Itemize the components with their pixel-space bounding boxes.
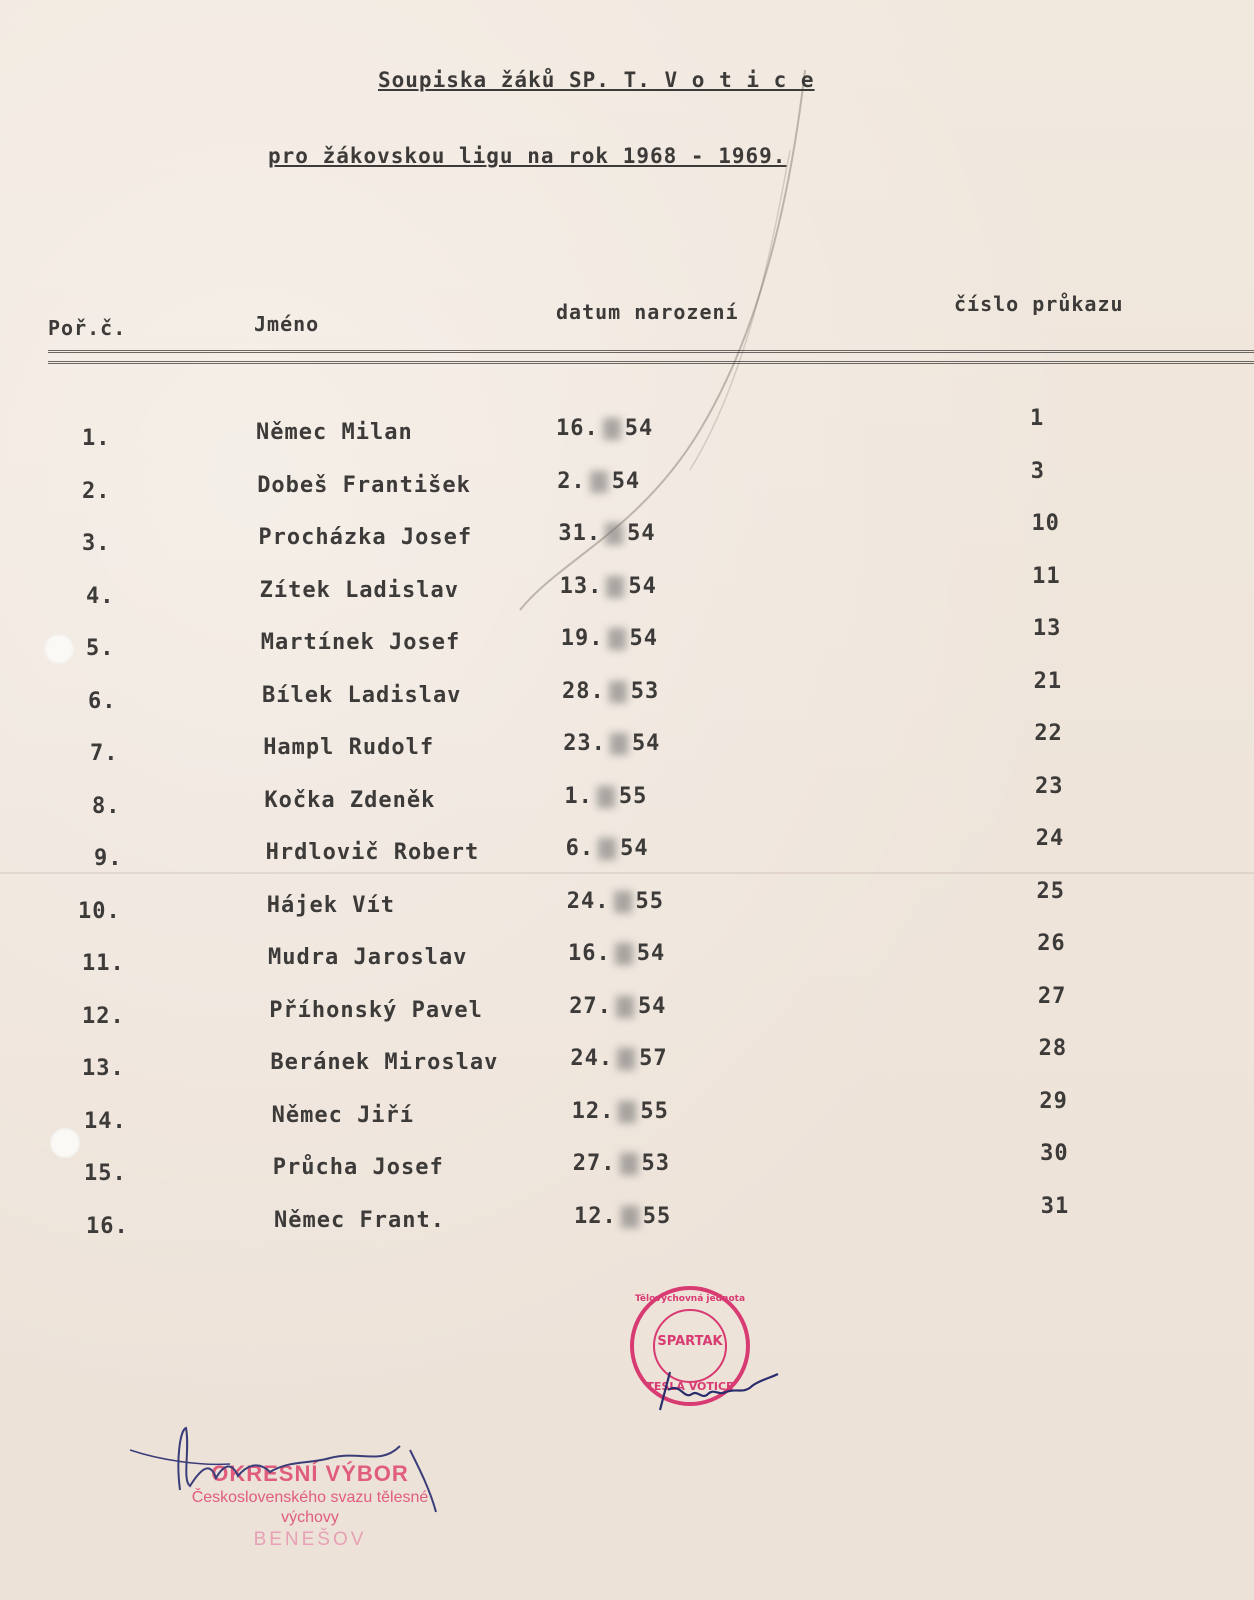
birth-day: 2. xyxy=(557,469,586,494)
redacted-month xyxy=(597,786,615,808)
row-name: Hrdlovič Robert xyxy=(265,840,480,865)
row-birth-date xyxy=(570,1046,667,1071)
row-card-number: 3 xyxy=(1030,459,1045,484)
birth-year: 55 xyxy=(640,1099,669,1124)
row-card-number: 30 xyxy=(1040,1141,1069,1166)
row-birth-date xyxy=(560,574,657,599)
birth-year: 55 xyxy=(635,889,665,914)
row-card-number: 23 xyxy=(1035,774,1064,799)
row-card-number: 22 xyxy=(1034,721,1063,746)
row-birth-date xyxy=(574,1204,671,1229)
document-subtitle: pro žákovskou ligu na rok 1968 - 1969. xyxy=(268,144,787,168)
birth-year: 55 xyxy=(642,1204,672,1229)
redacted-month xyxy=(617,1048,635,1070)
row-birth-date xyxy=(568,941,665,966)
district-stamp-line4: BENEŠOV xyxy=(253,1528,367,1550)
row-card-number: 13 xyxy=(1032,616,1062,641)
row-name: Příhonský Pavel xyxy=(269,998,483,1023)
row-number: 2. xyxy=(82,479,111,504)
birth-day: 1. xyxy=(564,784,593,809)
row-birth-date xyxy=(557,469,640,494)
birth-day: 16. xyxy=(556,416,599,441)
row-birth-date xyxy=(567,889,664,914)
birth-day: 13. xyxy=(559,574,603,599)
row-birth-date xyxy=(556,416,653,441)
row-number: 1. xyxy=(82,426,111,451)
club-stamp-bottom: TESLA VOTICE xyxy=(646,1380,734,1393)
row-name: Mudra Jaroslav xyxy=(268,945,468,970)
row-birth-date xyxy=(563,731,660,756)
row-number: 5. xyxy=(86,636,115,661)
birth-day: 27. xyxy=(569,994,612,1019)
birth-year: 54 xyxy=(627,521,656,546)
birth-day: 31. xyxy=(558,521,602,546)
birth-year: 54 xyxy=(636,941,666,966)
birth-day: 24. xyxy=(570,1046,614,1071)
row-number: 7. xyxy=(90,741,119,766)
birth-day: 16. xyxy=(568,941,611,966)
row-birth-date xyxy=(566,836,649,861)
header-double-rule xyxy=(48,350,1254,364)
birth-year: 54 xyxy=(628,574,657,599)
row-name: Bílek Ladislav xyxy=(262,683,462,708)
row-birth-date xyxy=(569,994,666,1019)
row-number: 10. xyxy=(78,899,121,924)
row-number: 12. xyxy=(82,1004,125,1029)
redacted-month xyxy=(608,628,626,650)
row-card-number: 11 xyxy=(1032,564,1061,589)
birth-day: 28. xyxy=(562,679,605,704)
header-card-number: číslo průkazu xyxy=(954,292,1124,316)
row-birth-date xyxy=(573,1151,670,1176)
district-stamp-line3: výchovy xyxy=(281,1508,339,1526)
row-card-number: 26 xyxy=(1037,931,1066,956)
club-stamp-top: Tělovýchovná jednota xyxy=(634,1294,746,1304)
header-birth-date: datum narození xyxy=(556,300,739,324)
birth-year: 54 xyxy=(620,836,649,861)
row-name: Hájek Vít xyxy=(266,893,396,918)
birth-year: 54 xyxy=(637,994,667,1019)
redacted-month xyxy=(610,733,628,755)
redacted-month xyxy=(620,1153,638,1175)
redacted-month xyxy=(606,576,624,598)
row-number: 4. xyxy=(86,584,115,609)
signature-left xyxy=(120,1420,460,1530)
birth-day: 24. xyxy=(566,889,610,914)
signature-right xyxy=(640,1360,790,1420)
birth-year: 54 xyxy=(631,731,661,756)
row-name: Dobeš František xyxy=(257,473,471,498)
birth-year: 53 xyxy=(641,1151,671,1176)
redacted-month xyxy=(603,418,621,440)
birth-day: 12. xyxy=(574,1204,617,1229)
row-name: Beránek Miroslav xyxy=(270,1050,499,1075)
birth-year: 54 xyxy=(611,469,641,494)
row-number: 9. xyxy=(94,846,123,871)
redacted-month xyxy=(609,681,627,703)
row-birth-date xyxy=(572,1099,669,1124)
row-number: 8. xyxy=(92,794,121,819)
row-number: 3. xyxy=(82,531,111,556)
row-number: 6. xyxy=(88,689,117,714)
row-name: Zítek Ladislav xyxy=(259,578,460,603)
row-card-number: 10 xyxy=(1031,511,1060,536)
row-card-number: 29 xyxy=(1039,1089,1068,1114)
row-birth-date xyxy=(561,626,658,651)
row-card-number: 21 xyxy=(1033,669,1063,694)
redacted-month xyxy=(590,471,608,493)
birth-day: 23. xyxy=(563,731,606,756)
row-card-number: 31 xyxy=(1040,1194,1070,1219)
row-number: 16. xyxy=(86,1214,129,1239)
row-birth-date xyxy=(562,679,659,704)
row-card-number: 25 xyxy=(1036,879,1065,904)
birth-day: 19. xyxy=(560,626,604,651)
redacted-month xyxy=(615,943,633,965)
redacted-month xyxy=(621,1206,639,1228)
row-name: Hampl Rudolf xyxy=(263,735,435,760)
header-number: Poř.č. xyxy=(48,316,127,340)
redacted-month xyxy=(614,891,632,913)
row-number: 11. xyxy=(82,951,125,976)
birth-day: 6. xyxy=(565,836,595,861)
document-title: Soupiska žáků SP. T. V o t i c e xyxy=(378,68,815,92)
birth-day: 27. xyxy=(572,1151,616,1176)
birth-year: 57 xyxy=(639,1046,668,1071)
redacted-month xyxy=(605,523,623,545)
row-card-number: 27 xyxy=(1037,984,1067,1009)
row-card-number: 1 xyxy=(1030,406,1045,431)
row-birth-date xyxy=(564,784,647,809)
district-stamp-line2: Československého svazu tělesné xyxy=(191,1488,429,1506)
row-name: Kočka Zdeněk xyxy=(264,788,436,813)
row-name: Průcha Josef xyxy=(272,1155,444,1180)
header-name: Jméno xyxy=(254,312,320,336)
redacted-month xyxy=(618,1101,636,1123)
club-stamp-center: SPARTAK xyxy=(657,1334,723,1349)
row-number: 15. xyxy=(84,1161,127,1186)
birth-day: 12. xyxy=(571,1099,615,1124)
row-number: 13. xyxy=(82,1056,125,1081)
row-number: 14. xyxy=(84,1109,127,1134)
row-birth-date xyxy=(558,521,655,546)
row-name: Martínek Josef xyxy=(260,630,461,655)
row-card-number: 24 xyxy=(1035,826,1065,851)
row-name: Němec Milan xyxy=(256,420,413,445)
birth-year: 55 xyxy=(618,784,648,809)
redacted-month xyxy=(616,996,634,1018)
row-name: Němec Frant. xyxy=(274,1208,445,1233)
birth-year: 54 xyxy=(629,626,659,651)
birth-year: 53 xyxy=(630,679,660,704)
row-name: Procházka Josef xyxy=(258,525,473,550)
birth-year: 54 xyxy=(624,416,654,441)
row-card-number: 28 xyxy=(1038,1036,1068,1061)
row-name: Němec Jiří xyxy=(271,1103,415,1128)
district-stamp-line1: OKRESNÍ VÝBOR xyxy=(211,1461,409,1486)
redacted-month xyxy=(598,838,616,860)
